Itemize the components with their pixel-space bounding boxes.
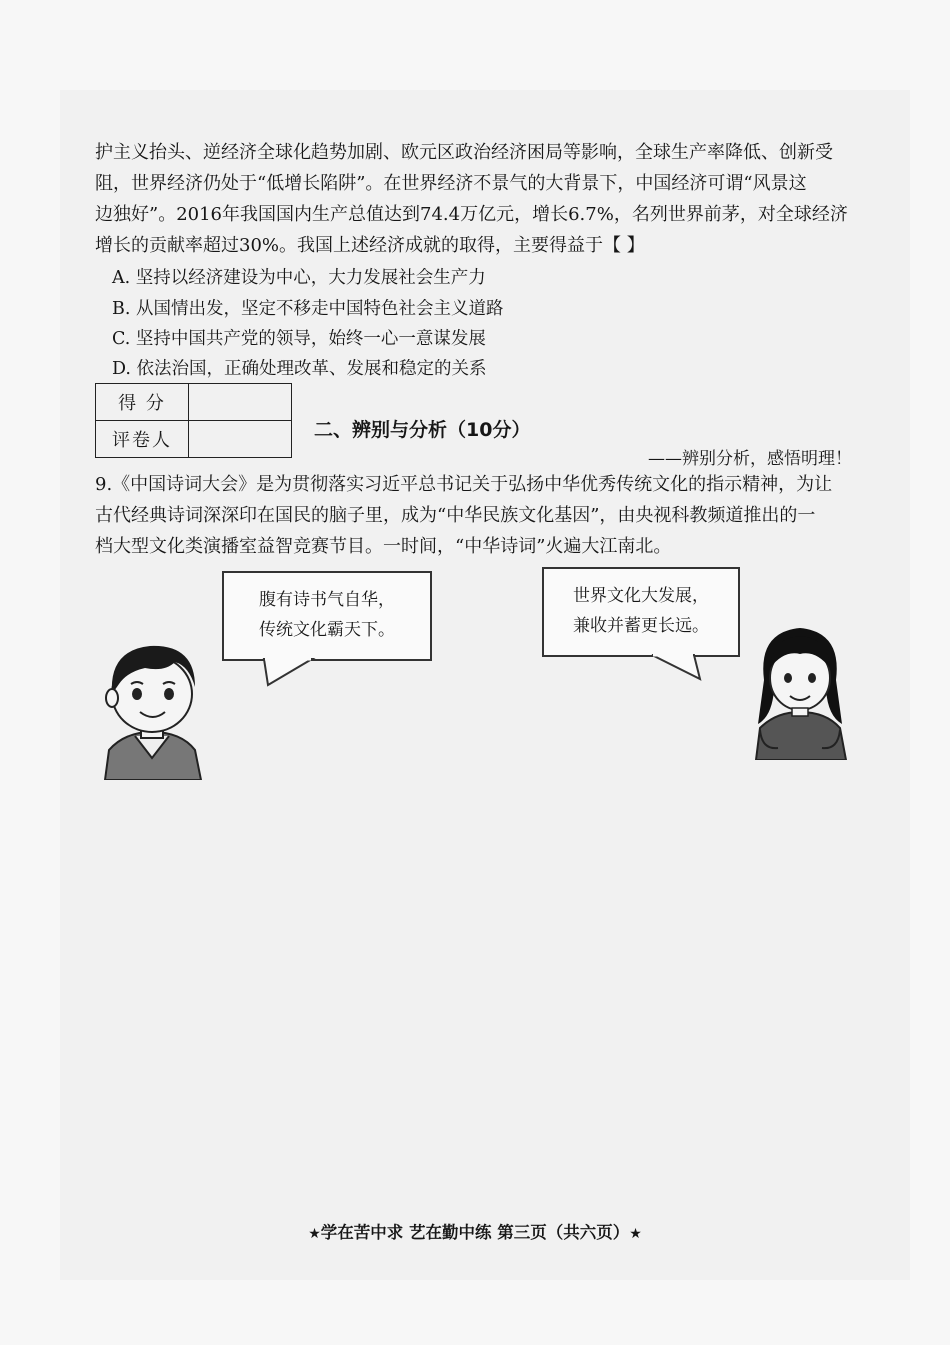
score-label: 得 分 (96, 384, 189, 421)
q8-line-3: 边独好”。2016年我国国内生产总值达到74.4万亿元，增长6.7%，名列世界前茅，对全球经济 (95, 204, 848, 225)
boy-speech-line-2: 传统文化霸天下。 (259, 620, 395, 640)
q9-line-3: 档大型文化类演播室益智竞赛节目。一时间，“中华诗词”火遍大江南北。 (95, 536, 672, 557)
section-2-motto: ——辨别分析，感悟明理！ (648, 449, 852, 469)
star-icon: ★ (629, 1226, 642, 1242)
boy-illustration (95, 632, 210, 780)
girl-speech-line-1: 世界文化大发展， (573, 586, 709, 606)
q8-line-1: 护主义抬头、逆经济全球化趋势加剧、欧元区政治经济困局等影响，全球生产率降低、创新受 (95, 142, 833, 163)
girl-illustration (750, 620, 850, 760)
boy-speech-bubble (222, 571, 432, 661)
grader-label: 评卷人 (96, 421, 189, 458)
star-icon: ★ (308, 1226, 321, 1242)
q9-line-2: 古代经典诗词深深印在国民的脑子里，成为“中华民族文化基因”，由央视科教频道推出的一 (95, 505, 816, 526)
boy-speech-line-1: 腹有诗书气自华， (259, 590, 395, 610)
question-8-stem (95, 138, 855, 262)
grader-field[interactable] (189, 421, 292, 458)
girl-speech-line-2: 兼收并蓄更长远。 (573, 616, 709, 636)
boy-bubble-tail (262, 657, 322, 689)
section-2-title: 二、辨别与分析（10分） (314, 419, 531, 441)
q8-line-4: 增长的贡献率超过30%。我国上述经济成就的取得，主要得益于【 】 (95, 235, 645, 256)
q8-line-2: 阻，世界经济仍处于“低增长陷阱”。在世界经济不景气的大背景下，中国经济可谓“风景这 (95, 173, 807, 194)
girl-speech-bubble (542, 567, 740, 657)
q8-option-c: C. 坚持中国共产党的领导，始终一心一意谋发展 (112, 329, 486, 349)
q8-option-a: A. 坚持以经济建设为中心，大力发展社会生产力 (112, 268, 486, 288)
score-field[interactable] (189, 384, 292, 421)
page-footer (0, 1218, 950, 1249)
q8-option-d: D. 依法治国，正确处理改革、发展和稳定的关系 (112, 359, 487, 379)
footer-text: 学在苦中求 艺在勤中练 第三页（共六页） (320, 1223, 630, 1242)
score-table (95, 383, 292, 458)
q8-option-b: B. 从国情出发，坚定不移走中国特色社会主义道路 (112, 299, 504, 319)
girl-bubble-tail (650, 653, 710, 683)
question-9-stem (95, 470, 855, 563)
q9-line-1: 9.《中国诗词大会》是为贯彻落实习近平总书记关于弘扬中华优秀传统文化的指示精神，为让 (95, 474, 833, 495)
